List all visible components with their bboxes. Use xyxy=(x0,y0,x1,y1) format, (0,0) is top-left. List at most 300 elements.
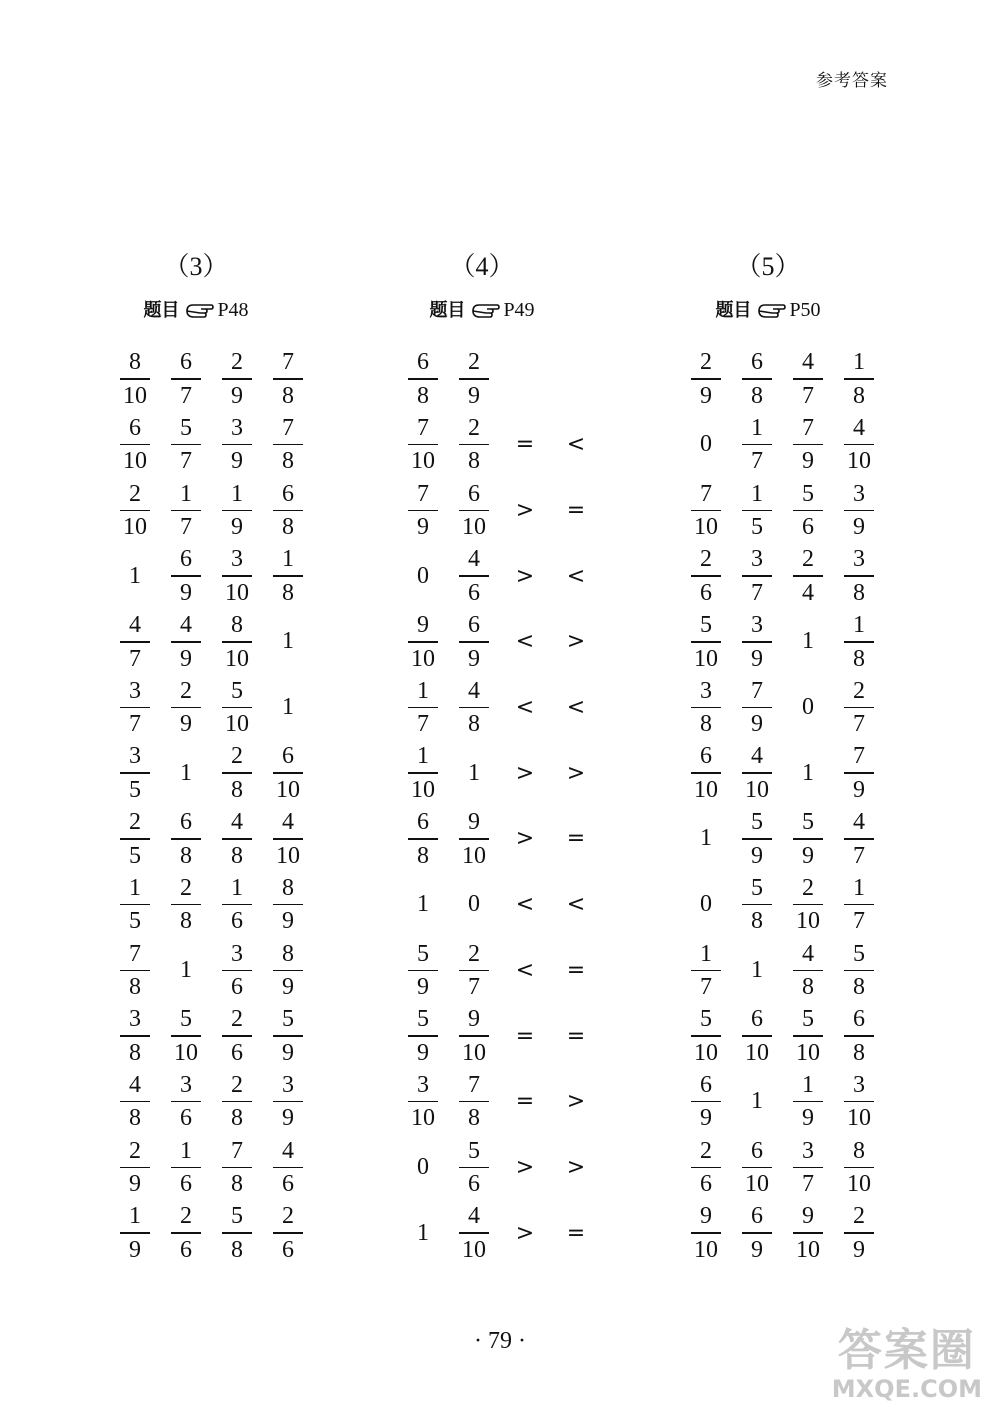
denominator: 8 xyxy=(700,711,712,738)
denominator: 9 xyxy=(853,514,865,541)
numerator: 1 xyxy=(700,940,712,967)
numerator: 3 xyxy=(751,612,763,638)
answer-cell xyxy=(688,937,724,1003)
numerator: 4 xyxy=(282,1137,294,1164)
denominator: 7 xyxy=(180,382,192,409)
answer-cell xyxy=(219,1200,255,1266)
fraction-bar xyxy=(408,1101,438,1103)
denominator: 10 xyxy=(847,1171,871,1198)
whole-number: 1 xyxy=(802,759,814,786)
denominator: 9 xyxy=(417,1039,429,1066)
denominator: 8 xyxy=(417,842,429,869)
denominator: 8 xyxy=(751,908,763,935)
denominator: 9 xyxy=(700,1105,712,1132)
answer-cell xyxy=(405,609,441,675)
answer-cell xyxy=(841,1200,877,1266)
answer-cell xyxy=(270,675,306,741)
watermark-url: MXQE.COM xyxy=(831,1375,982,1403)
answer-cell xyxy=(790,412,826,478)
denominator: 9 xyxy=(180,645,192,672)
fraction xyxy=(408,940,438,1002)
whole-number: 1 xyxy=(180,956,192,983)
fraction xyxy=(793,874,823,936)
fraction-bar xyxy=(459,1101,489,1103)
denominator: 6 xyxy=(180,1105,192,1132)
answer-cell xyxy=(688,806,724,872)
answer-cell xyxy=(688,477,724,543)
numerator: 3 xyxy=(231,546,243,573)
fraction xyxy=(459,1071,489,1133)
fraction-bar xyxy=(222,641,252,643)
fraction xyxy=(222,1202,252,1264)
numerator: 3 xyxy=(231,940,243,967)
whole-number: 1 xyxy=(180,759,192,786)
whole-number: 0 xyxy=(700,891,712,918)
fraction xyxy=(171,1202,201,1264)
fraction-bar xyxy=(793,838,823,840)
numerator: 5 xyxy=(282,1006,294,1033)
numerator: 1 xyxy=(180,480,192,507)
fraction xyxy=(408,677,438,739)
answer-cell xyxy=(790,872,826,938)
fraction-bar xyxy=(120,444,150,446)
denominator: 9 xyxy=(282,908,294,935)
ref-page: P50 xyxy=(789,299,821,321)
numerator: 2 xyxy=(700,349,712,376)
fraction-bar xyxy=(742,1232,772,1234)
fraction xyxy=(273,1137,303,1199)
fraction xyxy=(691,677,721,739)
answer-cell xyxy=(405,1069,441,1135)
answer-cell xyxy=(790,543,826,609)
denominator: 10 xyxy=(847,448,871,475)
numerator: 2 xyxy=(802,874,814,901)
answer-cell xyxy=(117,412,153,478)
answer-cell xyxy=(168,1069,204,1135)
fraction-bar xyxy=(844,510,874,512)
fraction xyxy=(459,348,489,410)
ref-page: P48 xyxy=(217,299,249,321)
fraction xyxy=(408,808,438,870)
fraction xyxy=(459,677,489,739)
fraction-bar xyxy=(459,641,489,643)
fraction xyxy=(120,1137,150,1199)
answer-cell xyxy=(456,543,492,609)
fraction xyxy=(120,677,150,739)
fraction-bar xyxy=(171,444,201,446)
answer-cell xyxy=(405,1134,441,1200)
fraction xyxy=(691,1005,721,1067)
fraction xyxy=(273,1071,303,1133)
fraction xyxy=(844,1005,874,1067)
answer-cell xyxy=(117,1200,153,1266)
section-title: （5） xyxy=(735,252,801,281)
comparison-symbol: > xyxy=(515,1220,535,1246)
denominator: 6 xyxy=(231,974,243,1001)
answer-cell xyxy=(219,346,255,412)
fraction xyxy=(742,808,772,870)
numerator: 6 xyxy=(180,809,192,836)
denominator: 7 xyxy=(802,382,814,409)
answer-cell xyxy=(456,412,492,478)
fraction xyxy=(844,940,874,1002)
section-page-ref xyxy=(372,296,592,325)
answer-cell xyxy=(168,1003,204,1069)
comparison-symbol: > xyxy=(566,760,586,786)
numerator: 6 xyxy=(129,414,141,441)
fraction xyxy=(793,414,823,476)
fraction-bar xyxy=(273,904,303,906)
answer-cell xyxy=(688,1134,724,1200)
denominator: 10 xyxy=(225,645,249,672)
fraction-bar xyxy=(459,575,489,577)
denominator: 9 xyxy=(180,711,192,738)
answer-cell xyxy=(841,937,877,1003)
fraction-bar xyxy=(742,378,772,380)
numerator: 4 xyxy=(231,809,243,836)
fraction xyxy=(691,480,721,542)
answer-cell xyxy=(405,675,441,741)
denominator: 9 xyxy=(751,842,763,869)
fraction xyxy=(273,874,303,936)
answer-cell xyxy=(117,1003,153,1069)
numerator: 1 xyxy=(231,480,243,507)
numerator: 4 xyxy=(751,743,763,770)
fraction-bar xyxy=(844,444,874,446)
answer-cell xyxy=(168,872,204,938)
answer-cell xyxy=(456,1069,492,1135)
numerator: 3 xyxy=(129,677,141,704)
numerator: 5 xyxy=(231,677,243,704)
fraction xyxy=(408,480,438,542)
fraction xyxy=(793,348,823,410)
fraction-bar xyxy=(222,1035,252,1037)
comparison-symbol: < xyxy=(515,629,535,655)
fraction-bar xyxy=(120,1101,150,1103)
answer-cell xyxy=(507,872,543,938)
fraction xyxy=(273,480,303,542)
answer-cell xyxy=(405,543,441,609)
fraction-bar xyxy=(171,707,201,709)
fraction-bar xyxy=(408,444,438,446)
fraction xyxy=(120,1071,150,1133)
fraction xyxy=(793,808,823,870)
fraction-bar xyxy=(793,1167,823,1169)
answer-cell xyxy=(117,346,153,412)
numerator: 3 xyxy=(700,677,712,704)
denominator: 7 xyxy=(417,711,429,738)
fraction-bar xyxy=(844,575,874,577)
numerator: 4 xyxy=(282,809,294,836)
denominator: 10 xyxy=(694,645,718,672)
answer-cell xyxy=(270,543,306,609)
fraction xyxy=(691,940,721,1002)
answer-cell xyxy=(456,1134,492,1200)
numerator: 5 xyxy=(802,1006,814,1033)
numerator: 2 xyxy=(468,414,480,441)
answer-cell xyxy=(219,806,255,872)
denominator: 8 xyxy=(853,645,865,672)
answer-cell xyxy=(688,1069,724,1135)
fraction xyxy=(844,874,874,936)
numerator: 2 xyxy=(129,1137,141,1164)
answer-cell xyxy=(168,740,204,806)
answer-cell xyxy=(790,740,826,806)
comparison-symbol: > xyxy=(566,1154,586,1180)
numerator: 8 xyxy=(282,874,294,901)
fraction-bar xyxy=(459,378,489,380)
numerator: 2 xyxy=(468,940,480,967)
comparison-symbol: < xyxy=(566,695,586,720)
fraction-bar xyxy=(120,1232,150,1234)
fraction xyxy=(793,1202,823,1264)
denominator: 8 xyxy=(129,1105,141,1132)
answer-cell xyxy=(688,346,724,412)
numerator: 3 xyxy=(751,546,763,573)
fraction xyxy=(120,611,150,673)
answer-cell xyxy=(739,346,775,412)
fraction-bar xyxy=(222,904,252,906)
fraction xyxy=(120,480,150,542)
answer-cell xyxy=(558,412,594,478)
numerator: 7 xyxy=(282,349,294,376)
denominator: 10 xyxy=(411,645,435,672)
pointing-hand-icon xyxy=(471,302,501,325)
fraction xyxy=(222,808,252,870)
numerator: 4 xyxy=(468,677,480,704)
numerator: 6 xyxy=(417,809,429,836)
answer-cell xyxy=(507,1003,543,1069)
denominator: 8 xyxy=(282,448,294,475)
fraction xyxy=(171,545,201,607)
fraction xyxy=(273,940,303,1002)
answer-cell xyxy=(456,740,492,806)
answer-cell xyxy=(405,806,441,872)
answer-cell xyxy=(507,1069,543,1135)
denominator: 6 xyxy=(231,908,243,935)
denominator: 9 xyxy=(282,974,294,1001)
whole-number: 1 xyxy=(417,1219,429,1246)
fraction xyxy=(120,808,150,870)
fraction-bar xyxy=(408,707,438,709)
answer-cell xyxy=(739,412,775,478)
numerator: 2 xyxy=(802,546,814,573)
fraction xyxy=(222,1071,252,1133)
answer-cell xyxy=(507,412,543,478)
whole-number: 1 xyxy=(129,562,141,589)
denominator: 9 xyxy=(853,1236,865,1263)
answer-cell xyxy=(270,872,306,938)
fraction-bar xyxy=(742,641,772,643)
numerator: 3 xyxy=(853,546,865,573)
answer-cell xyxy=(688,609,724,675)
fraction xyxy=(171,1005,201,1067)
answer-cell xyxy=(117,543,153,609)
fraction xyxy=(793,940,823,1002)
answer-cell xyxy=(558,1069,594,1135)
denominator: 8 xyxy=(751,382,763,409)
answer-cell xyxy=(168,675,204,741)
numerator: 7 xyxy=(231,1137,243,1164)
fraction-bar xyxy=(793,575,823,577)
numerator: 6 xyxy=(180,546,192,573)
fraction-bar xyxy=(171,510,201,512)
answer-cell xyxy=(405,412,441,478)
comparison-symbol: = xyxy=(566,497,586,523)
numerator: 2 xyxy=(180,1203,192,1230)
answer-cell xyxy=(739,937,775,1003)
fraction xyxy=(273,742,303,804)
fraction xyxy=(459,1005,489,1067)
numerator: 1 xyxy=(853,874,865,901)
fraction-bar xyxy=(171,641,201,643)
numerator: 2 xyxy=(700,546,712,573)
answer-cell xyxy=(168,806,204,872)
fraction-bar xyxy=(844,641,874,643)
denominator: 9 xyxy=(129,1171,141,1198)
answer-cell xyxy=(405,740,441,806)
fraction xyxy=(120,1202,150,1264)
numerator: 1 xyxy=(180,1137,192,1164)
fraction-bar xyxy=(222,1167,252,1169)
fraction-bar xyxy=(222,444,252,446)
numerator: 6 xyxy=(180,349,192,376)
fraction-bar xyxy=(793,1101,823,1103)
numerator: 7 xyxy=(129,940,141,967)
comparison-symbol: < xyxy=(515,892,535,918)
answer-cell xyxy=(456,872,492,938)
answer-cell xyxy=(688,872,724,938)
fraction xyxy=(408,1071,438,1133)
denominator: 6 xyxy=(180,1171,192,1198)
denominator: 10 xyxy=(276,776,300,803)
denominator: 8 xyxy=(282,514,294,541)
numerator: 2 xyxy=(853,1203,865,1230)
numerator: 4 xyxy=(468,546,480,573)
fraction xyxy=(120,874,150,936)
denominator: 8 xyxy=(129,974,141,1001)
numerator: 9 xyxy=(468,1006,480,1033)
denominator: 6 xyxy=(180,1236,192,1263)
fraction-bar xyxy=(120,1167,150,1169)
answer-cell xyxy=(405,477,441,543)
answer-cell xyxy=(405,937,441,1003)
denominator: 7 xyxy=(853,711,865,738)
fraction xyxy=(844,808,874,870)
numerator: 6 xyxy=(751,1137,763,1164)
numerator: 1 xyxy=(282,546,294,573)
answer-cell xyxy=(841,609,877,675)
numerator: 9 xyxy=(802,1203,814,1230)
answer-cell xyxy=(790,1134,826,1200)
numerator: 3 xyxy=(129,743,141,770)
fraction-bar xyxy=(120,707,150,709)
fraction xyxy=(273,1005,303,1067)
numerator: 4 xyxy=(853,809,865,836)
denominator: 8 xyxy=(853,579,865,606)
answer-cell xyxy=(739,806,775,872)
fraction-bar xyxy=(222,575,252,577)
fraction xyxy=(120,1005,150,1067)
answer-cell xyxy=(739,609,775,675)
answer-cell xyxy=(219,609,255,675)
denominator: 10 xyxy=(123,448,147,475)
numerator: 7 xyxy=(417,414,429,441)
answer-cell xyxy=(168,609,204,675)
whole-number: 1 xyxy=(751,1088,763,1115)
comparison-symbol: = xyxy=(566,826,586,852)
fraction-bar xyxy=(171,904,201,906)
fraction-bar xyxy=(844,378,874,380)
denominator: 8 xyxy=(129,1039,141,1066)
answer-cell xyxy=(456,675,492,741)
answer-cell xyxy=(841,1134,877,1200)
numerator: 5 xyxy=(853,940,865,967)
fraction-bar xyxy=(459,838,489,840)
answer-cell xyxy=(270,1200,306,1266)
whole-number: 0 xyxy=(468,891,480,918)
numerator: 3 xyxy=(802,1137,814,1164)
denominator: 8 xyxy=(231,842,243,869)
whole-number: 1 xyxy=(468,759,480,786)
denominator: 10 xyxy=(123,382,147,409)
answer-cell xyxy=(841,477,877,543)
fraction-bar xyxy=(408,1035,438,1037)
denominator: 10 xyxy=(462,1236,486,1263)
answer-cell xyxy=(117,937,153,1003)
fraction-bar xyxy=(844,772,874,774)
fraction xyxy=(273,1202,303,1264)
denominator: 8 xyxy=(853,1039,865,1066)
answer-cell xyxy=(270,740,306,806)
fraction-bar xyxy=(691,641,721,643)
comparison-symbol: > xyxy=(566,1089,586,1115)
fraction-bar xyxy=(742,444,772,446)
whole-number: 1 xyxy=(751,956,763,983)
numerator: 5 xyxy=(231,1203,243,1230)
fraction-bar xyxy=(273,444,303,446)
answer-cell xyxy=(117,609,153,675)
denominator: 9 xyxy=(751,645,763,672)
answer-cell xyxy=(507,346,543,412)
answer-cell xyxy=(790,1003,826,1069)
denominator: 10 xyxy=(796,908,820,935)
numerator: 6 xyxy=(751,349,763,376)
comparison-symbol: > xyxy=(515,826,535,852)
numerator: 2 xyxy=(231,1071,243,1098)
comparison-symbol: > xyxy=(566,629,586,655)
answer-cell xyxy=(507,740,543,806)
fraction-bar xyxy=(171,575,201,577)
fraction xyxy=(459,808,489,870)
comparison-symbol: < xyxy=(566,432,586,458)
answer-cell xyxy=(168,543,204,609)
fraction-bar xyxy=(120,772,150,774)
answer-cell xyxy=(168,937,204,1003)
fraction-bar xyxy=(408,838,438,840)
answer-cell xyxy=(219,937,255,1003)
fraction-bar xyxy=(691,1232,721,1234)
answer-cell xyxy=(219,740,255,806)
denominator: 7 xyxy=(751,448,763,475)
answer-cell xyxy=(841,346,877,412)
whole-number: 0 xyxy=(700,431,712,458)
denominator: 8 xyxy=(282,579,294,606)
fraction xyxy=(222,742,252,804)
fraction xyxy=(459,1202,489,1264)
numerator: 9 xyxy=(700,1203,712,1230)
fraction-bar xyxy=(691,772,721,774)
